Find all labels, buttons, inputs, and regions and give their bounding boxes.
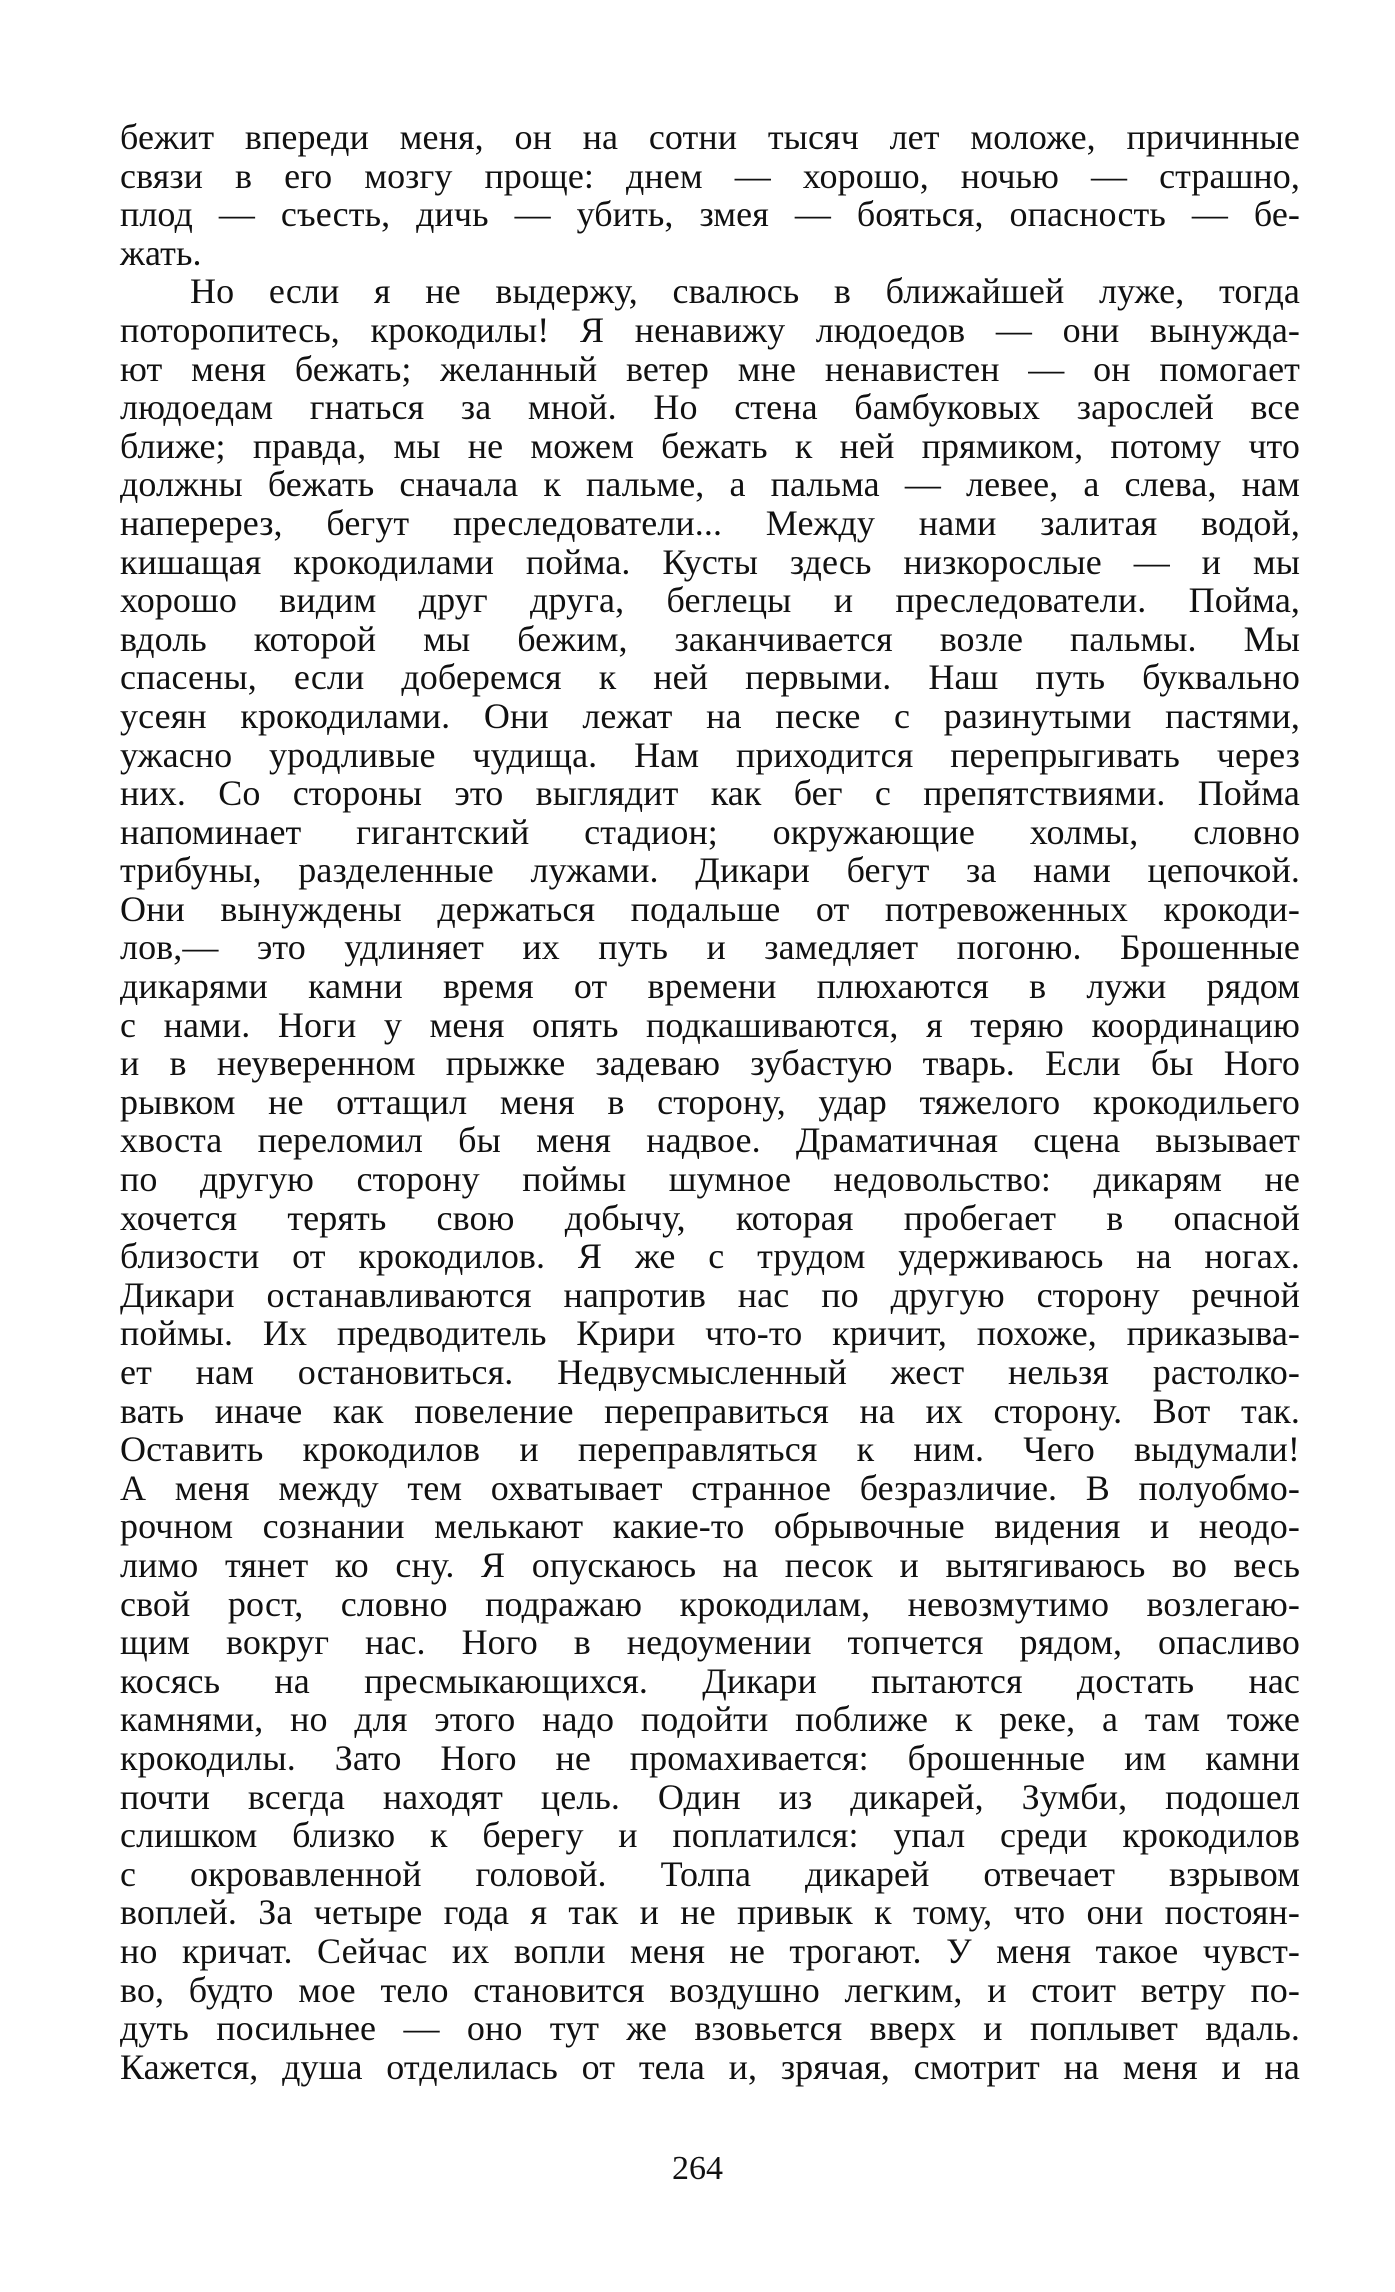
text-line: людоедам гнаться за мной. Но стена бамбуковых зарослей все xyxy=(120,387,1300,428)
text-line: камнями, но для этого надо подойти поближе к реке, а там тоже xyxy=(120,1699,1300,1740)
text-line: с нами. Ноги у меня опять подкашиваются, я теряю координацию xyxy=(120,1004,1300,1045)
text-line: ближе; правда, мы не можем бежать к ней прямиком, потому что xyxy=(120,425,1300,466)
text-line: рочном сознании мелькают какие-то обрывочные видения и неодо- xyxy=(120,1506,1300,1547)
text-line: Дикари останавливаются напротив нас по другую сторону речной xyxy=(120,1274,1300,1315)
text-line: свой рост, словно подражаю крокодилам, невозмутимо возлегаю- xyxy=(120,1583,1300,1624)
text-line: близости от крокодилов. Я же с трудом удерживаюсь на ногах. xyxy=(120,1236,1300,1277)
text-line: дикарями камни время от времени плюхаются в лужи рядом xyxy=(120,966,1300,1007)
text-line: ужасно уродливые чудища. Нам приходится перепрыгивать через xyxy=(120,734,1300,775)
text-line: связи в его мозгу проще: днем — хорошо, ночью — страшно, xyxy=(120,155,1300,196)
text-line: спасены, если доберемся к ней первыми. Наш путь буквально xyxy=(120,657,1300,698)
text-line: Кажется, душа отделилась от тела и, зрячая, смотрит на меня и на xyxy=(120,2046,1300,2087)
text-line: и в неуверенном прыжке задеваю зубастую тварь. Если бы Ного xyxy=(120,1043,1300,1084)
text-line: плод — съесть, дичь — убить, змея — бояться, опасность — бе- xyxy=(120,194,1300,235)
text-line: наперерез, бегут преследователи... Между нами залитая водой, xyxy=(120,502,1300,543)
text-line: вдоль которой мы бежим, заканчивается возле пальмы. Мы xyxy=(120,618,1300,659)
text-line: Но если я не выдержу, свалюсь в ближайшей луже, тогда xyxy=(190,271,1300,312)
text-line: почти всегда находят цель. Один из дикарей, Зумби, подошел xyxy=(120,1776,1300,1817)
text-line: бежит впереди меня, он на сотни тысяч лет моложе, причинные xyxy=(120,117,1300,157)
text-line: трибуны, разделенные лужами. Дикари бегут за нами цепочкой. xyxy=(120,850,1300,891)
text-line: крокодилы. Зато Ного не промахивается: брошенные им камни xyxy=(120,1737,1300,1778)
text-line: них. Со стороны это выглядит как бег с препятствиями. Пойма xyxy=(120,773,1300,814)
text-line: ет нам остановиться. Недвусмысленный жест нельзя растолко- xyxy=(120,1352,1300,1392)
text-line: хочется терять свою добычу, которая пробегает в опасной xyxy=(120,1197,1300,1238)
text-line: слишком близко к берегу и поплатился: упал среди крокодилов xyxy=(120,1815,1300,1856)
text-line: хорошо видим друг друга, беглецы и преследователи. Пойма, xyxy=(120,580,1300,621)
text-line: рывком не оттащил меня в сторону, удар тяжелого крокодильего xyxy=(120,1081,1300,1122)
text-line: кишащая крокодилами пойма. Кусты здесь низкорослые — и мы xyxy=(120,541,1300,582)
text-line: должны бежать сначала к пальме, а пальма — левее, а слева, нам xyxy=(120,464,1300,505)
text-line: лимо тянет ко сну. Я опускаюсь на песок и вытягиваюсь во весь xyxy=(120,1544,1300,1585)
text-line: ют меня бежать; желанный ветер мне ненавистен — он помогает xyxy=(120,348,1300,389)
text-line: хвоста переломил бы меня надвое. Драматичная сцена вызывает xyxy=(120,1120,1300,1161)
text-line: жать. xyxy=(120,232,202,273)
text-line: щим вокруг нас. Ного в недоумении топчется рядом, опасливо xyxy=(120,1622,1300,1663)
text-line: но кричат. Сейчас их вопли меня не трогают. У меня такое чувст- xyxy=(120,1930,1300,1971)
text-line: Оставить крокодилов и переправляться к ним. Чего выдумали! xyxy=(120,1429,1300,1470)
text-line: во, будто мое тело становится воздушно легким, и стоит ветру по- xyxy=(120,1969,1300,2010)
text-line: поймы. Их предводитель Крири что-то кричит, похоже, приказыва- xyxy=(120,1313,1300,1354)
text-line: А меня между тем охватывает странное безразличие. В полуобмо- xyxy=(120,1467,1300,1508)
text-line: с окровавленной головой. Толпа дикарей отвечает взрывом xyxy=(120,1853,1300,1894)
text-line: дуть посильнее — оно тут же взовьется вверх и поплывет вдаль. xyxy=(120,2008,1300,2049)
text-line: Они вынуждены держаться подальше от потревоженных крокоди- xyxy=(120,888,1300,929)
text-line: лов,— это удлиняет их путь и замедляет погоню. Брошенные xyxy=(120,927,1300,968)
body-text xyxy=(120,118,1300,2086)
text-line: воплей. За четыре года я так и не привык к тому, что они постоян- xyxy=(120,1892,1300,1933)
page-number: 264 xyxy=(672,2150,723,2187)
text-line: поторопитесь, крокодилы! Я ненавижу людоедов — они вынужда- xyxy=(120,309,1300,350)
text-line: по другую сторону поймы шумное недовольство: дикарям не xyxy=(120,1159,1300,1200)
text-line: вать иначе как повеление переправиться на их сторону. Вот так. xyxy=(120,1390,1300,1431)
text-line: усеян крокодилами. Они лежат на песке с разинутыми пастями, xyxy=(120,695,1300,736)
text-line: косясь на пресмыкающихся. Дикари пытаются достать нас xyxy=(120,1660,1300,1701)
text-line: напоминает гигантский стадион; окружающие холмы, словно xyxy=(120,811,1300,852)
